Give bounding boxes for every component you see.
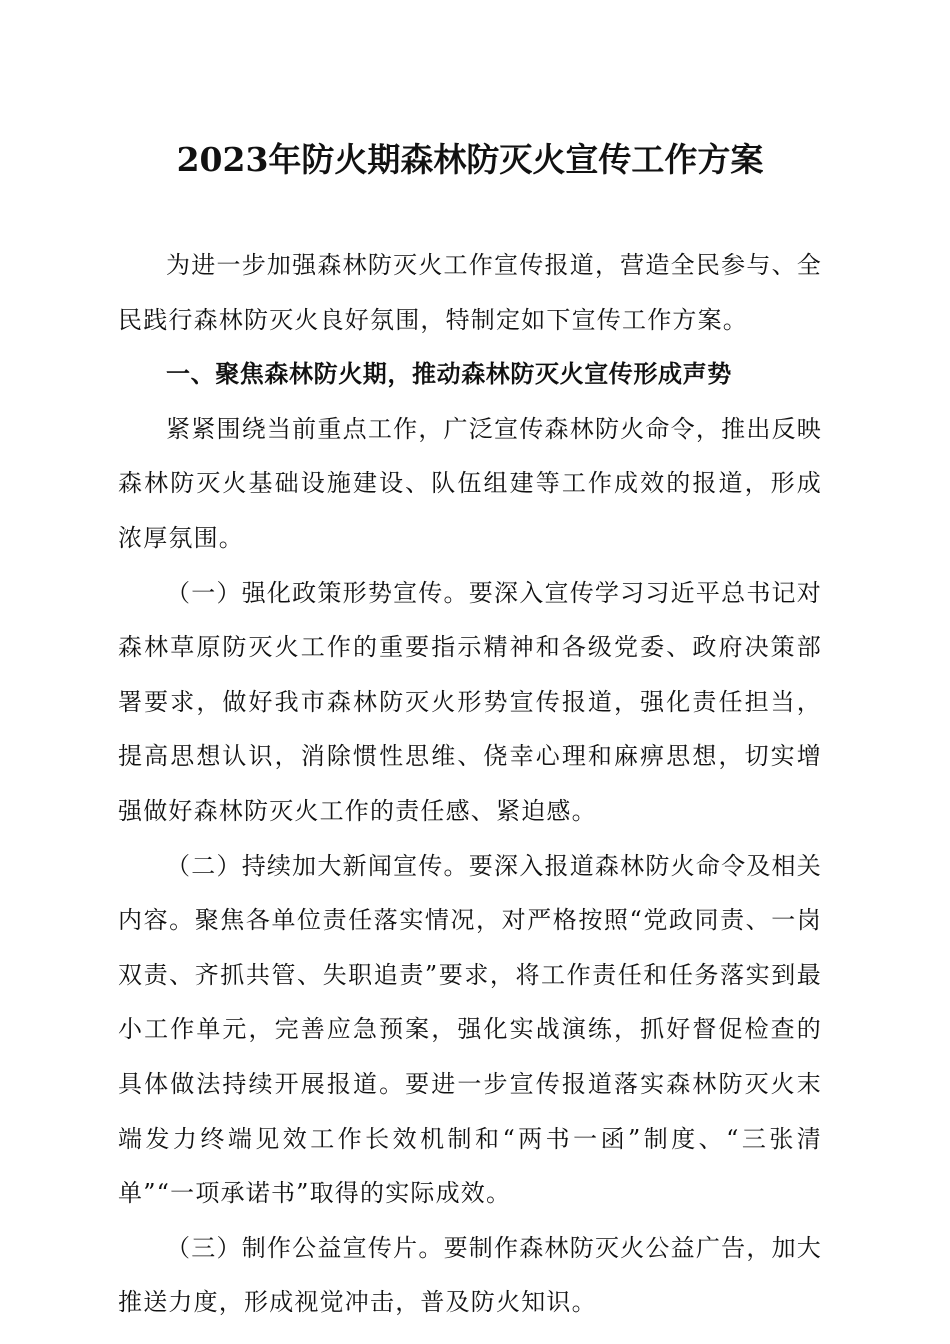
item-text-3: 要制作森林防灭火公益广告，加大推送力度，形成视觉冲击，普及防火知识。 bbox=[118, 1233, 823, 1317]
section-heading: 一、聚焦森林防火期，推动森林防灭火宣传形成声势 bbox=[166, 360, 732, 389]
item-paragraph-3 bbox=[118, 1221, 822, 1330]
intro-paragraph: 为进一步加强森林防灭火工作宣传报道，营造全民参与、全民践行森林防灭火良好氛围，特制定如下宣传工作方案。 bbox=[118, 251, 822, 334]
section-body-paragraph: 紧紧围绕当前重点工作，广泛宣传森林防火命令，推出反映森林防灭火基础设施建设、队伍组建等工作成效的报道，形成浓厚氛围。 bbox=[118, 414, 822, 552]
document-title: 2023年防火期森林防灭火宣传工作方案 bbox=[176, 140, 764, 179]
item-paragraph-1 bbox=[118, 566, 822, 839]
item-text-2: 要深入报道森林防火命令及相关内容。聚焦各单位责任落实情况，对严格按照“党政同责、一岗双责、齐抓共管、失职追责”要求，将工作责任和任务落实到最小工作单元，完善应急预案，强化实战演练，抓好督促检查的具体做法持续开展报道。要进一步宣传报道落实森林防灭火末端发力终端见效工作长效机制和“两书一函”制度、“三张清单”“一项承诺书”取得的实际成效。 bbox=[118, 851, 822, 1208]
item-lead-3: （三）制作公益宣传片。 bbox=[166, 1233, 444, 1262]
item-lead-1: （一）强化政策形势宣传。 bbox=[166, 578, 469, 607]
item-text-1: 要深入宣传学习习近平总书记对森林草原防灭火工作的重要指示精神和各级党委、政府决策部署要求，做好我市森林防灭火形势宣传报道，强化责任担当，提高思想认识，消除惯性思维、侥幸心理和麻痹思想，切实增强做好森林防灭火工作的责任感、紧迫感。 bbox=[118, 578, 822, 825]
item-paragraph-2 bbox=[118, 839, 822, 1221]
item-lead-2: （二）持续加大新闻宣传。 bbox=[166, 851, 469, 880]
